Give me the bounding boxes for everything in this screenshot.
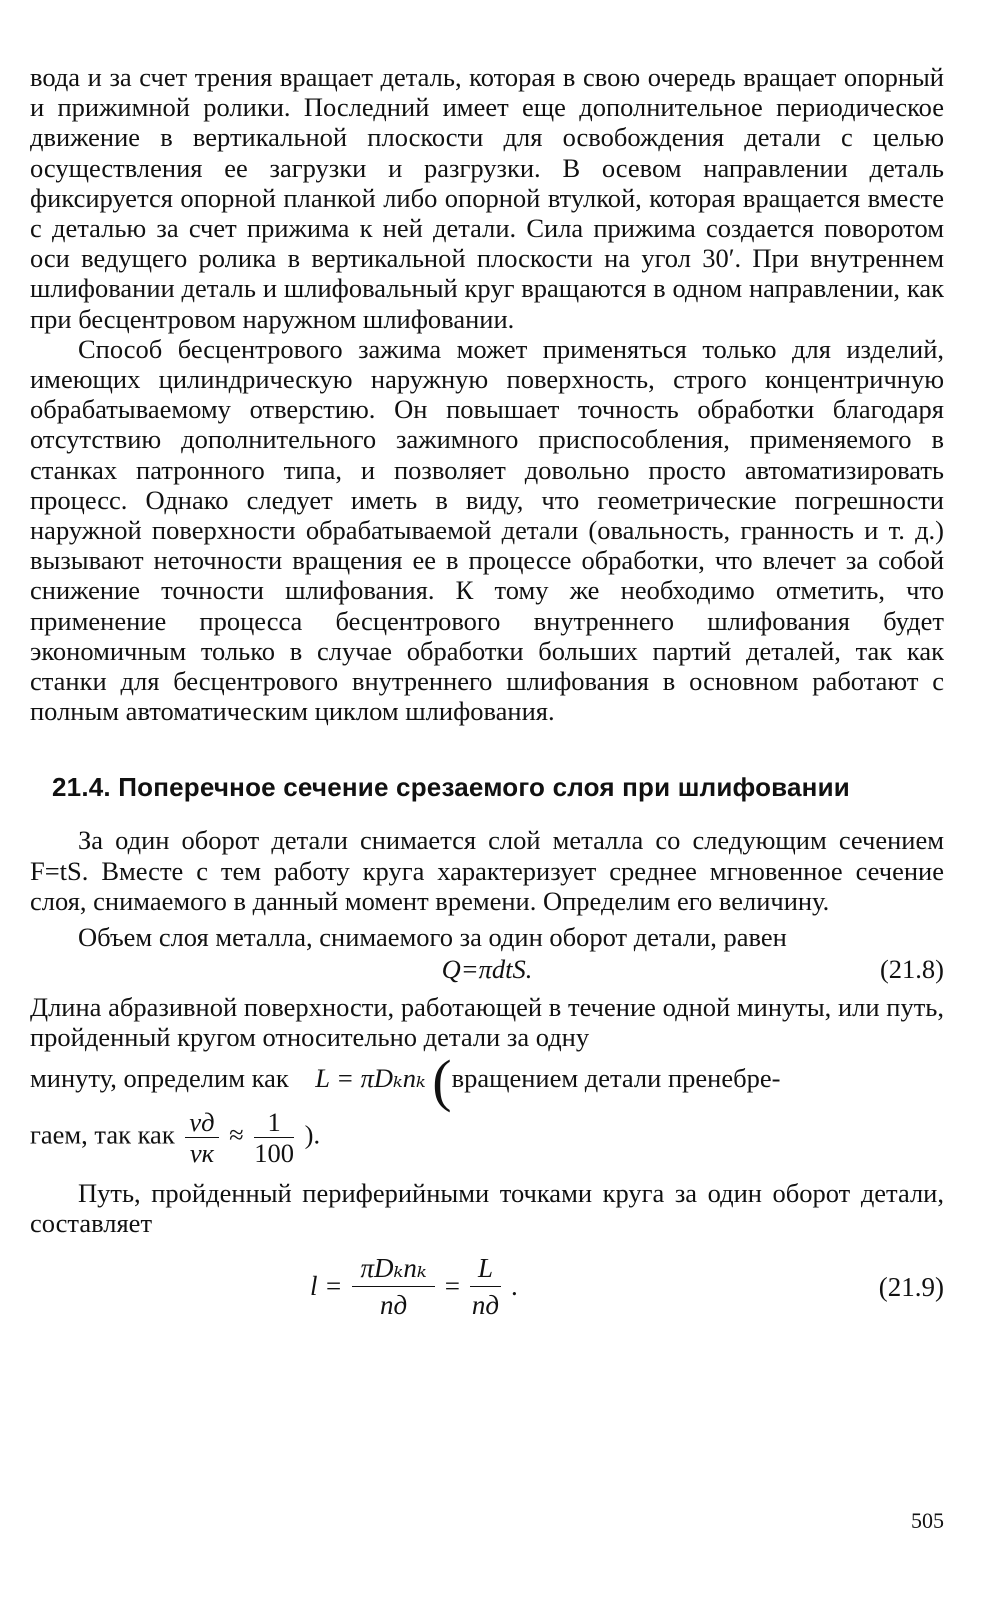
paragraph-5: Длина абразивной поверхности, работающей в течение одной минуты, или путь, пройденный кругом относительно детали за одну xyxy=(30,992,944,1053)
equation-21-8-body: Q=πdtS. xyxy=(441,954,533,985)
frac-velocity-ratio xyxy=(185,1107,218,1168)
paragraph-2: Способ бесцентрового зажима может применяться только для изделий, имеющих цилиндрическую наружную поверхность, строго концентричную обрабатываемому отверстию. Он повышает точность обработки благодаря отсутствию дополнительного зажимного приспособления, применяемого в станках патронного типа, и позволяет довольно просто автоматизировать процесс. Однако следует иметь в виду, что геометрические погрешности наружной поверхности обрабатываемой детали (овальность, гранность и т. д.) вызывают неточности вращения ее в процессе обработки, что влечет за собой снижение точности шлифования. К тому же необходимо отметить, что применение процесса бесцентрового внутреннего шлифования будет экономичным только в случае обработки больших партий деталей, так как станки для бесцентрового внутреннего шлифования в основном работают с полным автоматическим циклом шлифования. xyxy=(30,333,944,727)
page-number: 505 xyxy=(911,1508,944,1533)
paragraph-8: Путь, пройденный периферийными точками круга за один оборот детали, составляет xyxy=(30,1177,944,1238)
eq-21-9-frac1-num: πDₖnₖ xyxy=(352,1250,434,1287)
paragraph-3: За один оборот детали снимается слой металла со следующим сечением F=tS. Вместе с тем работу круга характеризует среднее мгновенное сечение слоя, снимаемого в данный момент времени. Определим его величину. xyxy=(30,825,944,916)
equation-21-9-number: (21.9) xyxy=(878,1272,944,1303)
section-heading: 21.4. Поперечное сечение срезаемого слоя при шлифовании xyxy=(52,772,850,803)
paragraph-4: Объем слоя металла, снимаемого за один оборот детали, равен xyxy=(78,922,787,953)
line-7-close: ). xyxy=(304,1119,321,1150)
line-6-prefix: минуту, определим как xyxy=(30,1062,289,1093)
eq-21-9-lhs: l = xyxy=(310,1271,343,1302)
eq-21-9-eq: = xyxy=(444,1271,460,1302)
eq-21-9-frac2-den: nд xyxy=(471,1290,500,1321)
eq-21-9-end: . xyxy=(510,1271,518,1302)
line-7-prefix: гаем, так как xyxy=(30,1119,175,1150)
page-body xyxy=(30,62,944,1340)
frac2-num: 1 xyxy=(254,1107,294,1138)
eq-21-9-frac1 xyxy=(352,1250,434,1323)
eq-21-9-frac2-num: L xyxy=(470,1250,501,1287)
eq-21-9-frac2 xyxy=(470,1250,501,1323)
frac-one-hundredth xyxy=(254,1107,294,1168)
equation-21-9 xyxy=(30,1244,944,1340)
formula-line-6 xyxy=(30,1047,944,1113)
frac2-den: 100 xyxy=(254,1137,295,1168)
equation-21-8 xyxy=(30,952,944,992)
paragraph-1: вода и за счет трения вращает деталь, которая в свою очередь вращает опорный и прижимной ролики. Последний имеет еще дополнительное периодическое движение в вертикальной плоскости для освобождения детали с целью осуществления ее загрузки и разгрузки. В осевом направлении деталь фиксируется опорной планкой либо опорной втулкой, которая вращается вместе с деталью за счет прижима к ней детали. Сила прижима создается поворотом оси ведущего ролика в вертикальной плоскости на угол 30′. При внутреннем шлифовании деталь и шлифовальный круг вращаются в одном направлении, как при бесцентровом наружном шлифовании. xyxy=(30,62,944,334)
line-6-formula: L = πDₖnₖ xyxy=(315,1062,426,1093)
approx-sign: ≈ xyxy=(229,1119,244,1150)
formula-line-7 xyxy=(30,1107,944,1168)
frac1-den: vк xyxy=(189,1137,214,1168)
line-6-paren-text: вращением детали пренебре- xyxy=(451,1062,781,1093)
open-paren: ( xyxy=(432,1047,452,1113)
frac1-num: vд xyxy=(185,1107,218,1138)
eq-21-9-frac1-den: nд xyxy=(380,1290,408,1321)
equation-21-8-number: (21.8) xyxy=(879,954,944,985)
